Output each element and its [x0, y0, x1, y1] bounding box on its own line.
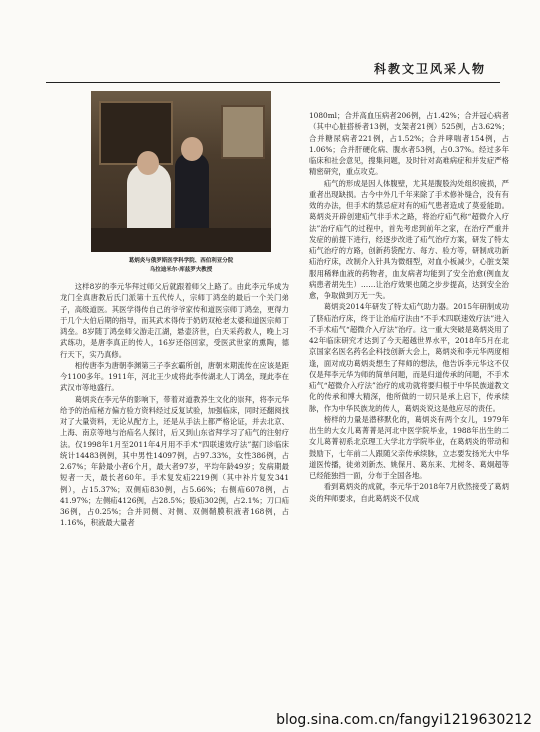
page-header-title: 科教文卫风采人物: [373, 62, 486, 76]
photo-caption-line1: 葛炳炎与俄罗斯医学科学院、西伯利亚分院: [128, 258, 234, 264]
paragraph: 1080ml；合并高血压病者206例，占1.42%；合并冠心病者（其中心脏搭桥者13例，支架者21例）525例，占3.62%；合并糖尿病者221例，占1.52%；合并哮喘者154例，占1.06%；合并肝硬化病、腹水者53例，占0.37%。经过多年临床和社会意见，搜集问题，及时针对高难病症和并发症严格精密研究，重点攻克。: [309, 111, 509, 177]
header-rule: [46, 82, 500, 83]
photo-caption-line2: 乌拉迪米尔·库兹罗夫教授: [149, 267, 213, 273]
blog-watermark: blog.sina.com.cn/fangyi1219630212: [276, 712, 532, 728]
photo-board: [221, 105, 265, 159]
article-photo: [91, 91, 271, 252]
paragraph: 相传唐李为唐朝李渊第三子李玄霸所创，唐朝末期流传在应该是距今1100多年。1911年，河北王少成将此李传湖北人丁鸿垒，现此李在武汉市等地盛行。: [60, 360, 289, 393]
right-column: [309, 110, 509, 504]
paragraph: 看到葛炳炎的成就，李元华于2018年7月欣然接受了葛炳炎的拜师要求，自此葛炳炎不仅成: [309, 482, 509, 503]
photo-desk: [91, 228, 271, 252]
photo-person-seated-head: [137, 151, 159, 175]
paragraph: 榜样的力量是潜移默化的，葛炳炎有两个女儿，1979年出生的大女儿葛菁菁是河北中医学院毕业，1988年出生的二女儿葛菁初系北京理工大学北方学院毕业，在葛炳炎的带动和鼓励下，七年前二人跟随父亲传承续脉，立志要发扬光大中华道医传播，徒弟刘新杰、姚保月、葛东来、尤树冬、葛炯超等已经能独挡一面，分布于全国各地。: [309, 414, 509, 480]
paragraph: 葛炳炎在李元华的影响下，带着对道教养生文化的崇拜，将李元华给予的治疝秘方偏方验方资料经过反复试验，加强临床，同时还翻阅找对了大量资料，无论从配方上，还是从手法上都严格论证，并去北京、上海、南京等地与治疝名人探讨，后又到山东省拜学习了疝气的注射疗法。仅1998年1月至2011年4月用不手术“四联速效疗法”据门诊临床统计14483例例，其中男性14097例，占97.33%，女性386例，占2.67%；年龄最小者6个月，最大者97岁，平均年龄49岁；发病期最短者一天，最长者60年。手术复发疝2219例（其中补片复发341例），占15.37%；双侧疝830例，占5.66%；右侧疝6078例，占41.97%；左侧疝4126例，占28.5%；股疝302例，占2.1%；刀口疝36例，占0.25%；合并同侧、对侧、双侧鞘膜积液者168例，占1.16%，积液最大量者: [60, 394, 289, 528]
paragraph: 这样8岁的李元华拜过师父后就跟着师父上路了。由此李元华成为龙门全真唐教后氏门派第十五代传人，宗师丁鸿垒的最后一个关门弟子，高级道医。其医学得传自己的爷爷家传和道医宗师丁鸿垒，更得力于几个大伯后期的指导，而其武术得传于奶奶双枪老太婆和道医宗师丁鸿垒。8岁随丁鸿垒师父游走江湖，悬壶济世，白天采药救人，晚上习武练功，是唐李真正的传人，16岁还俗回家，受医武世家的熏陶，德行天下，实乃真修。: [60, 282, 289, 359]
paragraph: 疝气的形成是因人体腹壁，尤其是腹股沟处组织疲损，严重者出现缺损。古今中外几千年来除了手术修补缝合，没有有效的办法，但手术的禁忌症对有的疝气患者造成了莫爱能助。葛炳炎开辟创建疝气非手术之路，将治疗疝气称“超微介入疗法”治疗疝气的过程中，首先考虑到前年之家，在治疗严重并发症的前提下进行，经逐步改进了疝气治疗方案，研发了特太疝气治疗的方路，创新药袋配方、每方、验方等，研制成功新疝治疗床，改制介入针具为微细型，对血小板减少，心脏支架服用稀释血液的药物者，血友病者均能到了安全治愈(例血友病患者胡先生）……让治疗效果也随之步步提高，达到安全治愈，争取做到万无一失。: [309, 178, 509, 300]
paragraph: 葛炳炎2014年研发了特太疝气助力器。2015年研制成功了脐疝治疗床，终于让治疝疗法由“不手术四联速效疗法”进入不手术疝气“超微介入疗法”治疗。这一重大突破是葛炳炎用了42年临床研究才达到了今天超越世界水平，2018年5月在北京国家名医名药名企科技创新大会上，葛炳炎和李元华两度相逢，面对成功葛炳炎想生了拜师的想法，他告诉李元华这不仅仅是拜李元华为师的简单问题，而是归道传承的问题，不手术疝气“超微介入疗法”治疗的成功就将要归根于中华民族道教文化的传承和博大精深，他所做的一切只是承上启下，传承续脉，作为中华民族龙的传人，葛炳炎说这是他应尽的责任。: [309, 302, 509, 413]
photo-caption: [74, 257, 288, 275]
photo-bookshelf: [99, 101, 173, 165]
left-column: [60, 281, 289, 529]
photo-person-standing-head: [181, 137, 203, 161]
